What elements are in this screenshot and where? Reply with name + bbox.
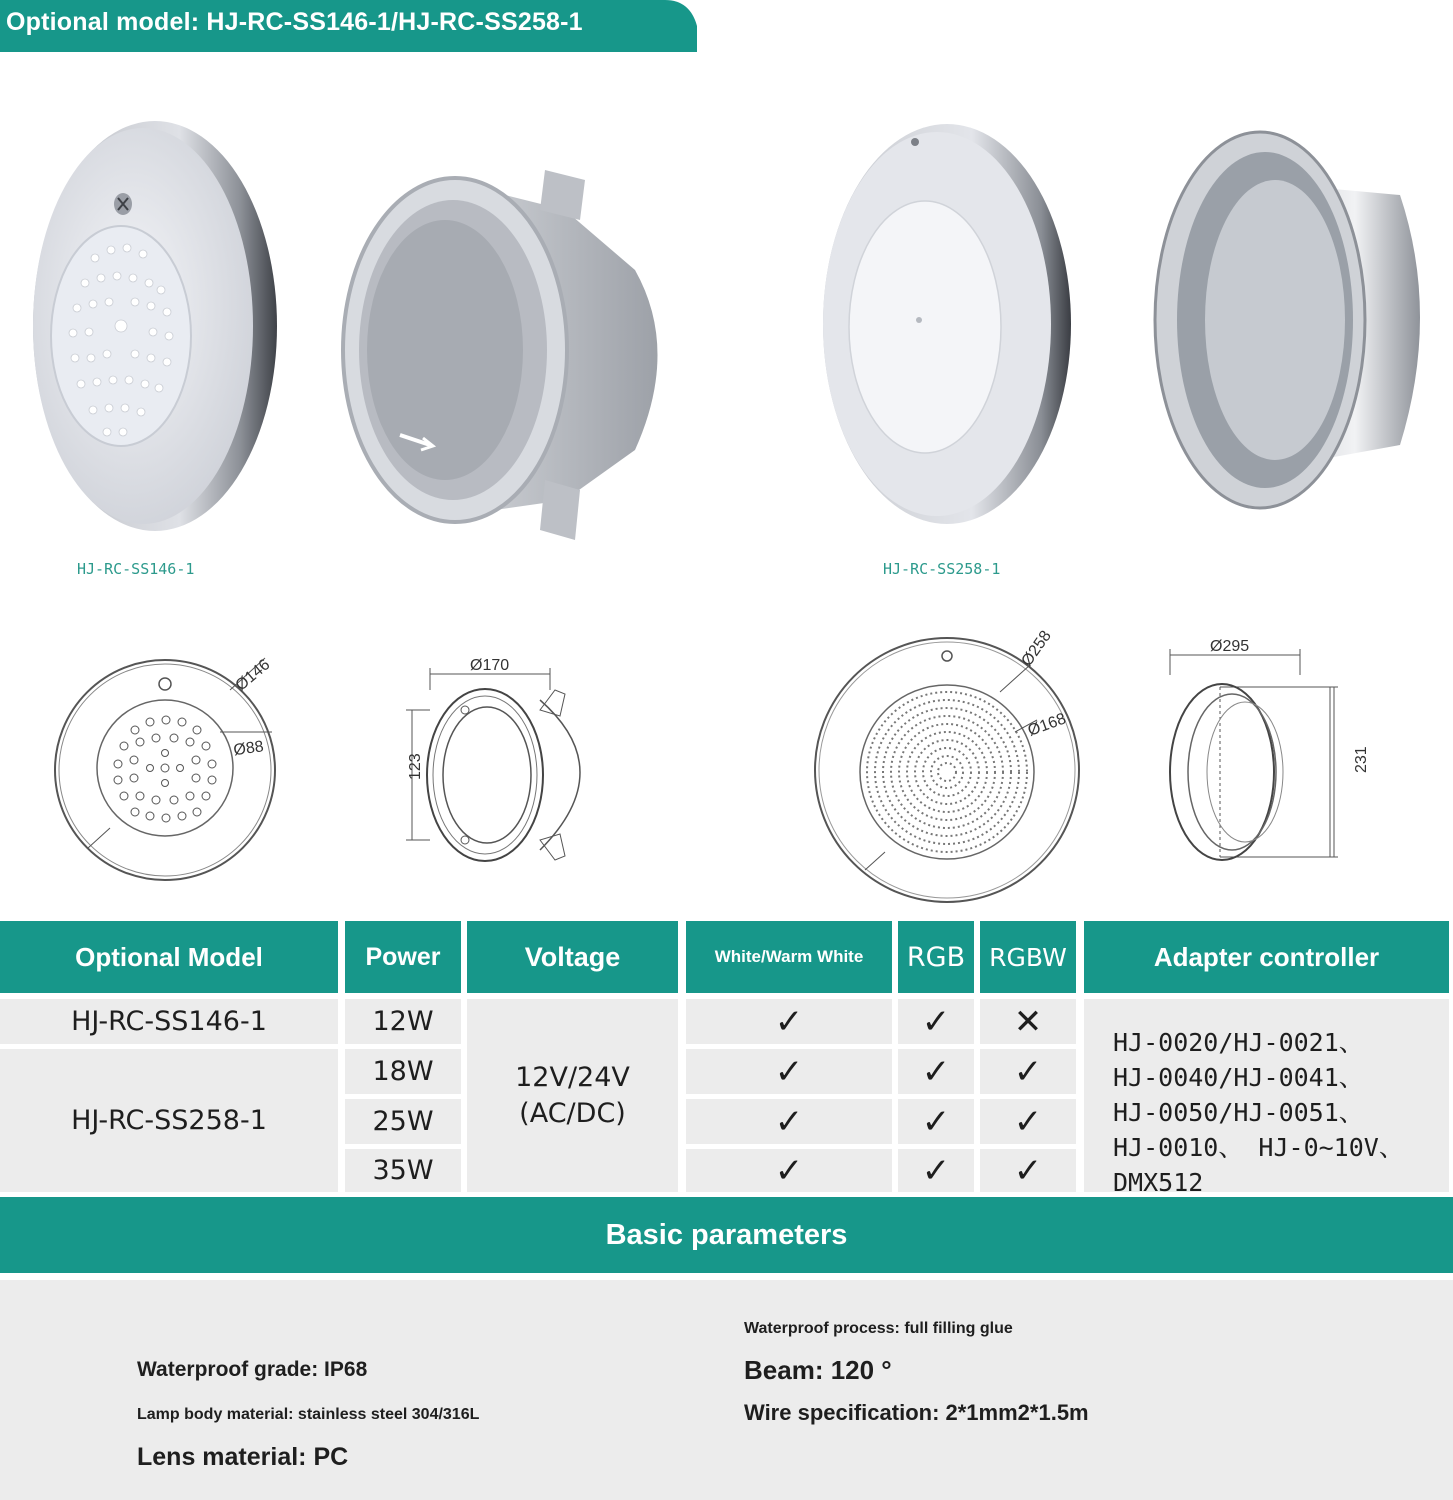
param-wire: Wire specification: 2*1mm2*1.5m xyxy=(744,1400,1089,1425)
housing-258-photo xyxy=(1150,125,1440,515)
dim-lamp258-inner: Ø168 xyxy=(1025,710,1069,740)
cell-model-ss146: HJ-RC-SS146-1 xyxy=(0,999,338,1044)
param-beam: Beam: 120 ° xyxy=(744,1355,892,1385)
mark-r3-white: ✓ xyxy=(686,1099,892,1144)
dim-housing170-height: 123 xyxy=(407,753,424,780)
header-banner xyxy=(0,0,700,52)
basic-parameters-title: Basic parameters xyxy=(0,1197,1453,1273)
param-waterproof-process: Waterproof process: full filling glue xyxy=(744,1320,1013,1337)
header-rgb: RGB xyxy=(898,921,974,993)
header-power: Power xyxy=(345,921,461,993)
banner-title: Optional model: HJ-RC-SS146-1/HJ-RC-SS258-1 xyxy=(6,8,583,36)
lamp-146-photo xyxy=(15,118,280,536)
mark-r2-rgbw: ✓ xyxy=(980,1049,1076,1094)
mark-r1-white: ✓ xyxy=(686,999,892,1044)
param-lamp-body: Lamp body material: stainless steel 304/316L xyxy=(137,1406,480,1423)
cell-model-ss258: HJ-RC-SS258-1 xyxy=(0,1049,338,1192)
cell-power-35w: 35W xyxy=(345,1149,461,1192)
controller-line-3: HJ-0050/HJ-0051、 xyxy=(1113,1098,1364,1127)
mark-r3-rgb: ✓ xyxy=(898,1099,974,1144)
mark-r4-white: ✓ xyxy=(686,1149,892,1192)
mark-r3-rgbw: ✓ xyxy=(980,1099,1076,1144)
caption-lamp-258: HJ-RC-SS258-1 xyxy=(883,560,1001,578)
voltage-value: 12V/24V xyxy=(515,1061,630,1093)
param-lens: Lens material: PC xyxy=(137,1443,349,1471)
voltage-type: (AC/DC) xyxy=(519,1097,626,1129)
dim-housing295-width: Ø295 xyxy=(1210,638,1250,655)
header-white-warm-white: White/Warm White xyxy=(686,921,892,993)
drawing-lamp-146 xyxy=(50,620,340,895)
header-voltage: Voltage xyxy=(467,921,678,993)
lamp-258-photo xyxy=(815,122,1075,527)
cell-power-25w: 25W xyxy=(345,1099,461,1144)
dim-housing295-height: 231 xyxy=(1353,746,1370,773)
housing-146-photo xyxy=(335,150,685,550)
cell-power-18w: 18W xyxy=(345,1049,461,1094)
header-optional-model: Optional Model xyxy=(0,921,338,993)
drawing-housing-170 xyxy=(390,650,630,900)
controller-line-1: HJ-0020/HJ-0021、 xyxy=(1113,1028,1364,1057)
mark-r4-rgb: ✓ xyxy=(898,1149,974,1192)
controller-line-5: DMX512 xyxy=(1113,1168,1204,1197)
dim-lamp146-inner: Ø88 xyxy=(232,738,265,760)
mark-r4-rgbw: ✓ xyxy=(980,1149,1076,1192)
controller-line-4: HJ-0010、 HJ-0~10V、 xyxy=(1113,1133,1404,1162)
controller-line-2: HJ-0040/HJ-0041、 xyxy=(1113,1063,1364,1092)
mark-r2-rgb: ✓ xyxy=(898,1049,974,1094)
dim-lamp146-outer: Ø146 xyxy=(232,656,274,695)
header-rgbw: RGBW xyxy=(980,921,1076,993)
mark-r1-rgb: ✓ xyxy=(898,999,974,1044)
drawing-housing-295 xyxy=(1160,635,1370,885)
drawing-lamp-258 xyxy=(805,620,1095,910)
param-waterproof-grade: Waterproof grade: IP68 xyxy=(137,1358,368,1381)
mark-r2-white: ✓ xyxy=(686,1049,892,1094)
mark-r1-rgbw: ✕ xyxy=(980,999,1076,1044)
dim-housing170-width: Ø170 xyxy=(470,657,510,674)
header-adapter-controller: Adapter controller xyxy=(1084,921,1449,993)
caption-lamp-146: HJ-RC-SS146-1 xyxy=(77,560,195,578)
cell-voltage xyxy=(467,999,678,1192)
cell-power-12w: 12W xyxy=(345,999,461,1044)
dim-lamp258-outer: Ø258 xyxy=(1018,627,1055,670)
